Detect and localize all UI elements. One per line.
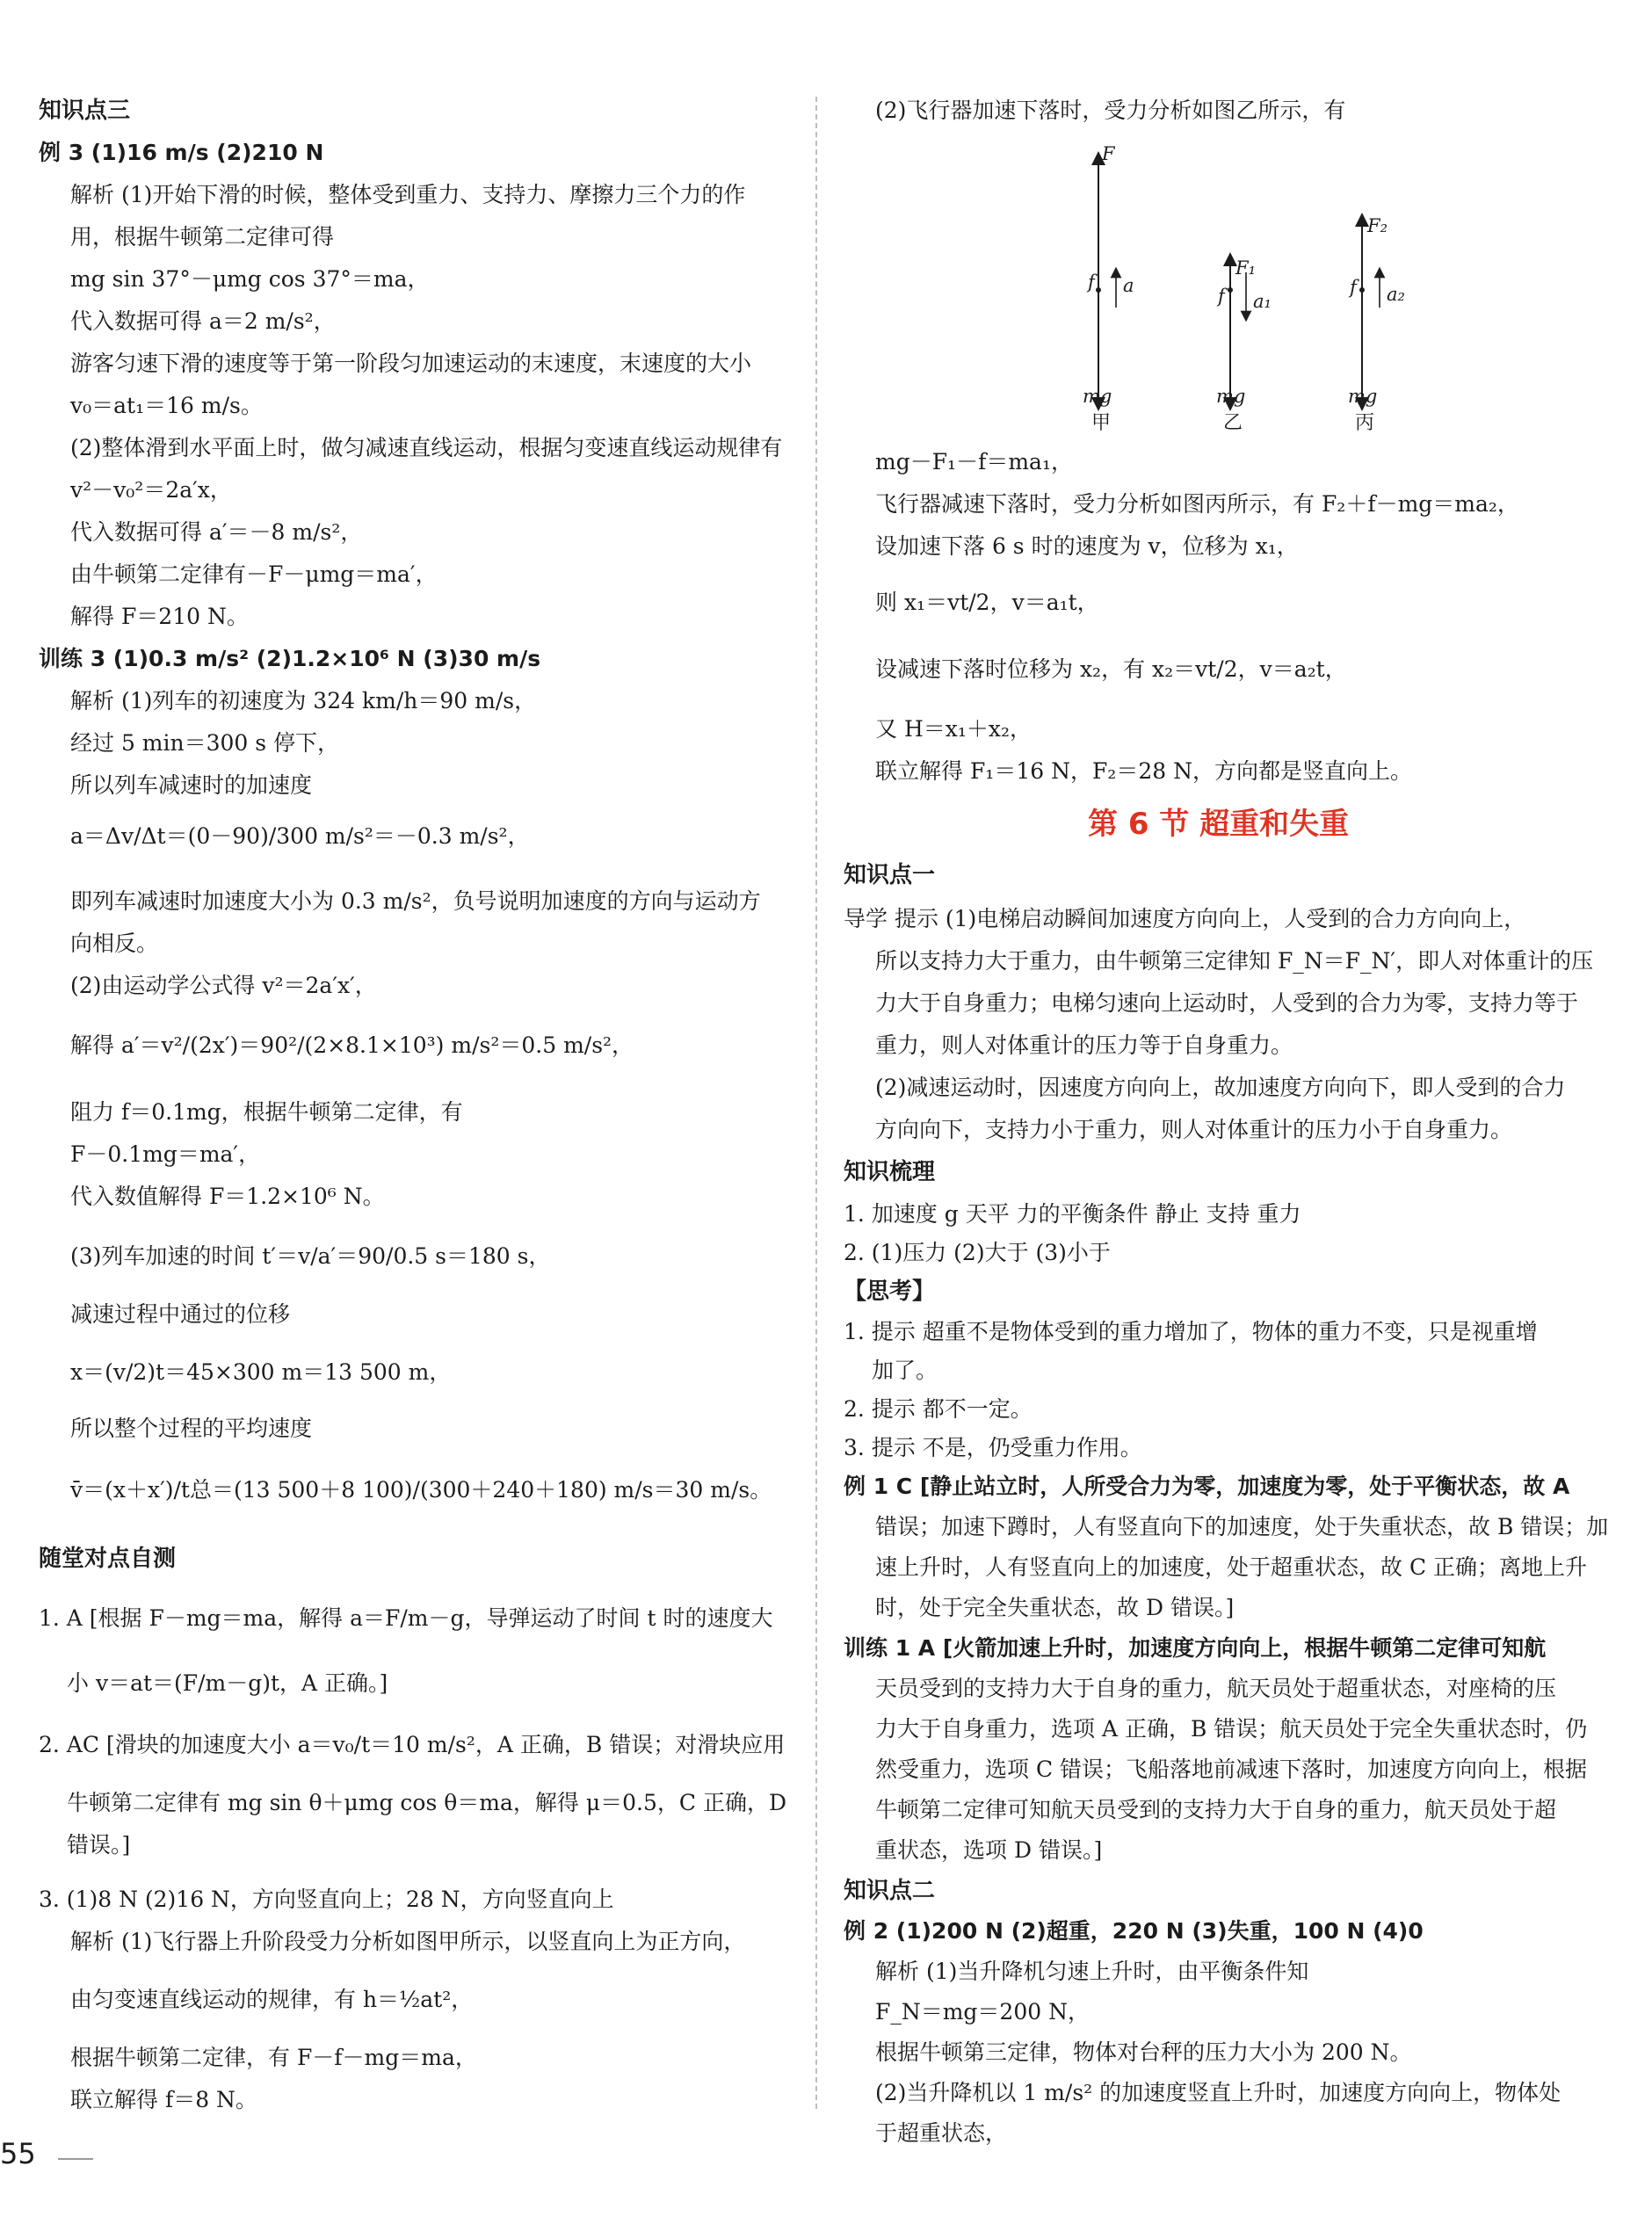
text-line: 方向向下，支持力小于重力，则人对体重计的压力小于自身重力。 xyxy=(875,1117,1513,1142)
text-line: (2)飞行器加速下落时，受力分析如图乙所示，有 xyxy=(875,98,1346,123)
text-line: (2)当升降机以 1 m/s² 的加速度竖直上升时，加速度方向向上，物体处 xyxy=(875,2080,1561,2105)
label-mg: mg xyxy=(1216,386,1246,407)
column-divider xyxy=(815,97,817,2109)
text-line: 由牛顿第二定律有－F－μmg＝ma′， xyxy=(70,561,438,587)
text-line: 力大于自身重力，选项 A 正确，B 错误；航天员处于完全失重状态时，仍 xyxy=(875,1716,1588,1742)
label-f: f xyxy=(1218,286,1225,307)
text-line: 飞行器减速下落时，受力分析如图丙所示，有 F₂＋f－mg＝ma₂， xyxy=(875,491,1519,517)
heading-knowledge-3: 知识点三 xyxy=(39,98,131,124)
label-a2: a₂ xyxy=(1387,284,1405,305)
example-2-answer: 例 2 (1)200 N (2)超重，220 N (3)失重，100 N (4)0 xyxy=(844,1918,1424,1944)
training-1: 训练 1 A [火箭加速上升时，加速度方向向上，根据牛顿第二定律可知航 xyxy=(844,1635,1547,1661)
text-line: 向相反。 xyxy=(70,931,159,956)
text-line: 减速过程中通过的位移 xyxy=(70,1301,291,1327)
text-line: 错误。] xyxy=(67,1832,131,1858)
text-line: 牛顿第二定律有 mg sin θ＋μmg cos θ＝ma，解得 μ＝0.5，C 正确，D xyxy=(67,1790,786,1815)
label-mg: mg xyxy=(1083,386,1112,407)
diagram-yi xyxy=(1216,257,1272,434)
text-line: 解析 (1)飞行器上升阶段受力分析如图甲所示，以竖直向上为正方向， xyxy=(70,1929,746,1954)
heading-knowledge-1: 知识点一 xyxy=(844,862,936,888)
text-line: 速上升时，人有竖直向上的加速度，处于超重状态，故 C 正确；离地上升 xyxy=(875,1554,1588,1580)
label-F: F xyxy=(1102,143,1115,164)
text-line: 于超重状态， xyxy=(875,2120,1008,2146)
text-line: 游客匀速下滑的速度等于第一阶段匀加速运动的末速度，末速度的大小 xyxy=(70,351,752,376)
text-line: F－0.1mg＝ma′， xyxy=(70,1141,261,1167)
text-line: 加了。 xyxy=(872,1358,938,1383)
text-line: v²－v₀²＝2a′x， xyxy=(70,477,232,503)
label-F1: F₁ xyxy=(1235,257,1256,279)
label-F2: F₂ xyxy=(1367,215,1388,236)
self-test-3: 3. (1)8 N (2)16 N，方向竖直向上；28 N，方向竖直向上 xyxy=(39,1887,614,1912)
formula-line: x＝(v/2)t＝45×300 m＝13 500 m， xyxy=(70,1359,452,1385)
text-line: 所以支持力大于重力，由牛顿第三定律知 F_N＝F_N′，即人对体重计的压 xyxy=(875,948,1594,974)
label-a1: a₁ xyxy=(1253,291,1272,312)
text-line: 解得 F＝210 N。 xyxy=(70,604,249,629)
text-line: 又 H＝x₁＋x₂， xyxy=(875,716,1032,742)
text-line: 设加速下落 6 s 时的速度为 v，位移为 x₁， xyxy=(875,533,1299,559)
think-2: 2. 提示 都不一定。 xyxy=(844,1396,1032,1422)
point xyxy=(1096,287,1101,293)
caption-bing: 丙 xyxy=(1355,412,1375,434)
training-3-answer: 训练 3 (1)0.3 m/s² (2)1.2×10⁶ N (3)30 m/s xyxy=(39,646,541,671)
text-line: mg sin 37°－μmg cos 37°＝ma， xyxy=(70,266,430,292)
text-line: F_N＝mg＝200 N， xyxy=(875,1999,1090,2025)
label-f: f xyxy=(1088,272,1095,293)
formula-line: 由匀变速直线运动的规律，有 h＝½at²， xyxy=(70,1987,474,2012)
example-3-answer: 例 3 (1)16 m/s (2)210 N xyxy=(39,140,324,165)
text-line: 解析 (1)当升降机匀速上升时，由平衡条件知 xyxy=(875,1959,1309,1984)
guide-hint: 导学 提示 (1)电梯启动瞬间加速度方向向上，人受到的合力方向向上， xyxy=(844,906,1526,931)
self-test-1: 1. A [根据 F－mg＝ma，解得 a＝F/m－g，导弹运动了时间 t 时的速度大 xyxy=(39,1605,773,1631)
text-line: 所以列车减速时的加速度 xyxy=(70,772,313,798)
formula-line: (3)列车加速的时间 t′＝v/a′＝90/0.5 s＝180 s， xyxy=(70,1243,551,1269)
section-title: 第 6 节 超重和失重 xyxy=(1088,807,1350,842)
label-f: f xyxy=(1350,277,1357,298)
text-line: 解析 (1)开始下滑的时候，整体受到重力、支持力、摩擦力三个力的作 xyxy=(70,182,746,207)
text-line: mg－F₁－f＝ma₁， xyxy=(875,449,1073,474)
text-line: 联立解得 f＝8 N。 xyxy=(70,2087,257,2112)
text-line: 所以整个过程的平均速度 xyxy=(70,1416,313,1441)
text-line: 即列车减速时加速度大小为 0.3 m/s²，负号说明加速度的方向与运动方 xyxy=(70,888,761,914)
label-a: a xyxy=(1123,275,1134,296)
diagram-jia xyxy=(1083,143,1134,434)
text-line: 重状态，选项 D 错误。] xyxy=(875,1837,1103,1863)
page-number: 55 xyxy=(0,2137,36,2170)
formula-line: 则 x₁＝vt/2，v＝a₁t， xyxy=(875,590,1099,615)
text-line: 代入数值解得 F＝1.2×10⁶ N。 xyxy=(70,1184,385,1209)
text-line: 2. (1)压力 (2)大于 (3)小于 xyxy=(844,1240,1111,1265)
text-line: 阻力 f＝0.1mg，根据牛顿第二定律，有 xyxy=(70,1099,463,1125)
force-diagram xyxy=(1054,141,1432,444)
text-line: 1. 加速度 g 天平 力的平衡条件 静止 支持 重力 xyxy=(844,1201,1301,1227)
text-line: 重力，则人对体重计的压力等于自身重力。 xyxy=(875,1032,1293,1058)
text-line: 然受重力，选项 C 错误；飞船落地前减速下落时，加速度方向向上，根据 xyxy=(875,1757,1588,1782)
formula-line: v̄＝(x＋x′)/t总＝(13 500＋8 100)/(300＋240＋180) m/s＝30 m/s。 xyxy=(70,1477,772,1503)
caption-yi: 乙 xyxy=(1223,412,1243,434)
text-line: 根据牛顿第三定律，物体对台秤的压力大小为 200 N。 xyxy=(875,2039,1412,2065)
point xyxy=(1228,287,1233,293)
heading-self-test: 随堂对点自测 xyxy=(39,1546,177,1572)
formula-line: a＝Δv/Δt＝(0－90)/300 m/s²＝－0.3 m/s²， xyxy=(70,823,530,849)
think-3: 3. 提示 不是，仍受重力作用。 xyxy=(844,1435,1142,1460)
page-number-rule xyxy=(58,2158,93,2160)
text-line: (2)整体滑到水平面上时，做匀减速直线运动，根据匀变速直线运动规律有 xyxy=(70,435,783,460)
text-line: 用，根据牛顿第二定律可得 xyxy=(70,224,335,250)
point xyxy=(1359,287,1365,293)
text-line: 根据牛顿第二定律，有 F－f－mg＝ma， xyxy=(70,2045,477,2070)
formula-line: 设减速下落时位移为 x₂，有 x₂＝vt/2，v＝a₂t， xyxy=(875,656,1347,682)
example-1: 例 1 C [静止站立时，人所受合力为零，加速度为零，处于平衡状态，故 A xyxy=(844,1474,1570,1499)
text-line: 时，处于完全失重状态，故 D 错误。] xyxy=(875,1595,1235,1620)
text-line: 经过 5 min＝300 s 停下， xyxy=(70,730,340,756)
heading-think: 【思考】 xyxy=(844,1278,936,1305)
think-1: 1. 提示 超重不是物体受到的重力增加了，物体的重力不变，只是视重增 xyxy=(844,1319,1538,1344)
text-line: (2)减速运动时，因速度方向向上，故加速度方向向下，即人受到的合力 xyxy=(875,1075,1566,1100)
heading-knowledge-summary: 知识梳理 xyxy=(844,1159,936,1185)
diagram-bing xyxy=(1348,215,1405,434)
heading-knowledge-2: 知识点二 xyxy=(844,1878,936,1904)
text-line: 牛顿第二定律可知航天员受到的支持力大于自身的重力，航天员处于超 xyxy=(875,1797,1557,1822)
formula-line: 解得 a′＝v²/(2x′)＝90²/(2×8.1×10³) m/s²＝0.5 m/s²， xyxy=(70,1032,634,1058)
text-line: 天员受到的支持力大于自身的重力，航天员处于超重状态，对座椅的压 xyxy=(875,1676,1557,1701)
caption-jia: 甲 xyxy=(1091,412,1112,434)
text-line: 代入数据可得 a′＝－8 m/s²， xyxy=(70,519,363,545)
text-line: 代入数据可得 a＝2 m/s²， xyxy=(70,308,336,334)
label-mg: mg xyxy=(1348,386,1378,407)
text-line: (2)由运动学公式得 v²＝2a′x′， xyxy=(70,973,377,998)
self-test-2: 2. AC [滑块的加速度大小 a＝v₀/t＝10 m/s²，A 正确，B 错误；对滑块应用 xyxy=(39,1732,786,1757)
text-line: 小 v＝at＝(F/m－g)t，A 正确。] xyxy=(67,1670,388,1696)
text-line: v₀＝at₁＝16 m/s。 xyxy=(70,393,263,418)
text-line: 解析 (1)列车的初速度为 324 km/h＝90 m/s， xyxy=(70,688,537,713)
text-line: 联立解得 F₁＝16 N，F₂＝28 N，方向都是竖直向上。 xyxy=(875,758,1412,784)
text-line: 错误；加速下蹲时，人有竖直向下的加速度，处于失重状态，故 B 错误；加 xyxy=(875,1514,1609,1539)
text-line: 力大于自身重力；电梯匀速向上运动时，人受到的合力为零，支持力等于 xyxy=(875,990,1579,1016)
